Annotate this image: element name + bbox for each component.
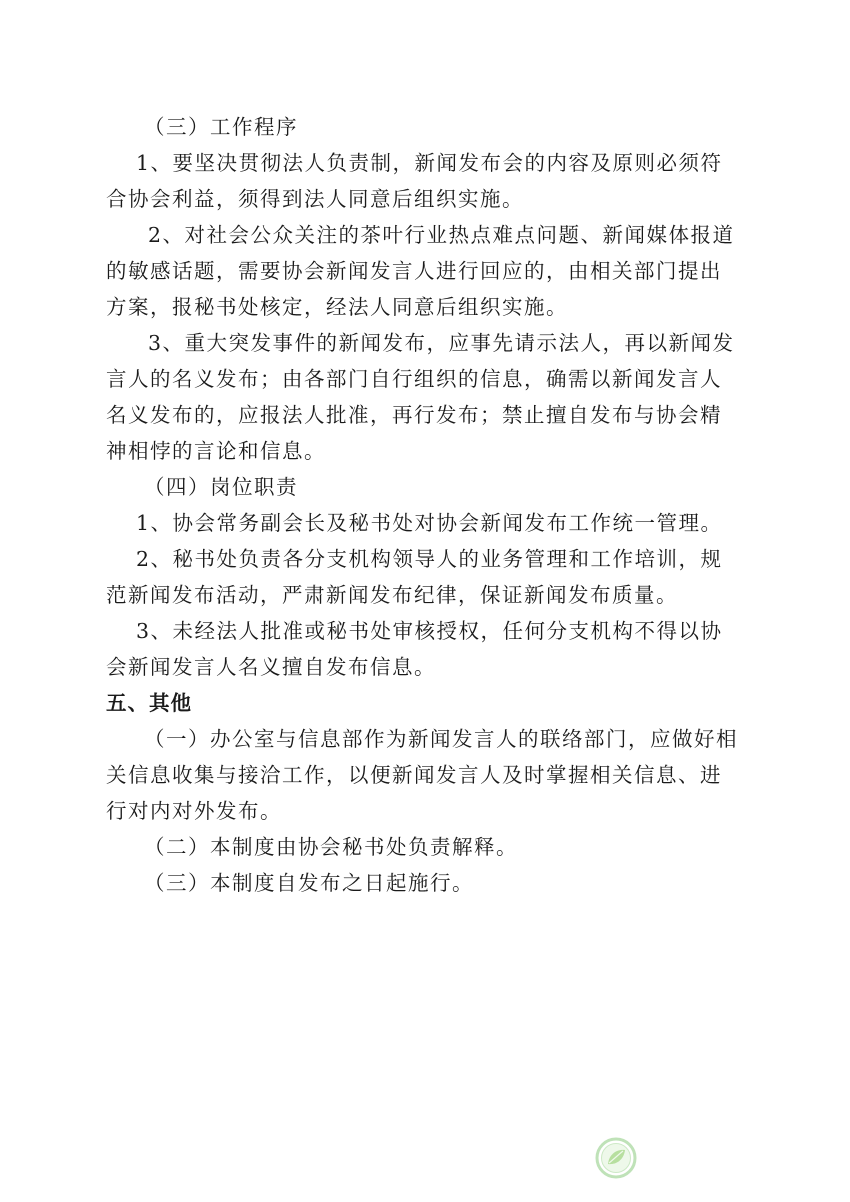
paragraph-line: 关信息收集与接洽工作，以便新闻发言人及时掌握相关信息、进 (106, 763, 722, 787)
section-heading-duties: （四）岗位职责 (144, 475, 298, 499)
paragraph-line: （三）本制度自发布之日起施行。 (144, 871, 474, 895)
paragraph-line: 范新闻发布活动，严肃新闻发布纪律，保证新闻发布质量。 (106, 583, 678, 607)
section-heading-work-procedure: （三）工作程序 (144, 115, 298, 139)
paragraph-line: 2、秘书处负责各分支机构领导人的业务管理和工作培训，规 (136, 547, 723, 571)
paragraph-line: 3、重大突发事件的新闻发布，应事先请示法人，再以新闻发 (148, 331, 735, 355)
paragraph-line: 1、要坚决贯彻法人负责制，新闻发布会的内容及原则必须符 (136, 151, 723, 175)
paragraph-line: 2、对社会公众关注的茶叶行业热点难点问题、新闻媒体报道 (148, 223, 735, 247)
paragraph-line: 名义发布的，应报法人批准，再行发布；禁止擅自发布与协会精 (106, 403, 722, 427)
paragraph-line: 合协会利益，须得到法人同意后组织实施。 (106, 187, 524, 211)
paragraph-line: 方案，报秘书处核定，经法人同意后组织实施。 (106, 295, 568, 319)
paragraph-line: 1、协会常务副会长及秘书处对协会新闻发布工作统一管理。 (136, 511, 723, 535)
paragraph-line: 神相悖的言论和信息。 (106, 439, 326, 463)
paragraph-line: 会新闻发言人名义擅自发布信息。 (106, 655, 436, 679)
paragraph-line: （二）本制度由协会秘书处负责解释。 (144, 835, 518, 859)
paragraph-line: 言人的名义发布；由各部门自行组织的信息，确需以新闻发言人 (106, 367, 722, 391)
paragraph-line: 3、未经法人批准或秘书处审核授权，任何分支机构不得以协 (136, 619, 723, 643)
section-heading-other: 五、其他 (106, 691, 192, 715)
paragraph-line: 行对内对外发布。 (106, 799, 282, 823)
paragraph-line: （一）办公室与信息部作为新闻发言人的联络部门，应做好相 (144, 727, 738, 751)
tea-leaf-seal-icon (595, 1137, 637, 1179)
paragraph-line: 的敏感话题，需要协会新闻发言人进行回应的，由相关部门提出 (106, 259, 722, 283)
